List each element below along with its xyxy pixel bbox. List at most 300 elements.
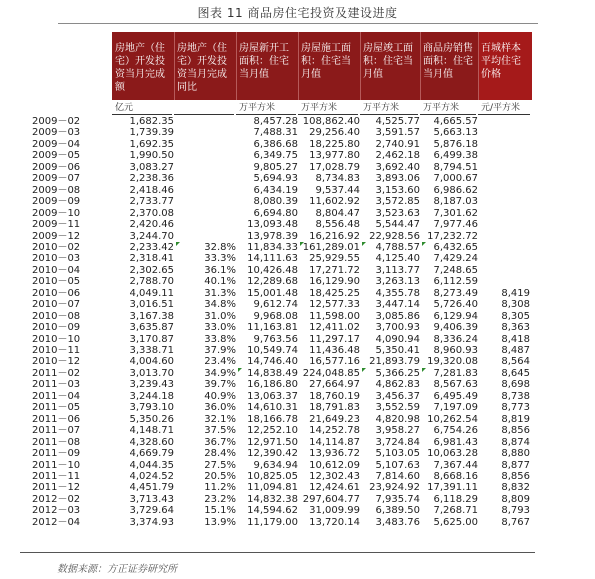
table-row bbox=[0, 460, 595, 472]
cell-value: 8,874 bbox=[501, 436, 530, 448]
cell-value: 11,598.00 bbox=[309, 310, 360, 322]
title-rule bbox=[58, 23, 538, 24]
row-date: 2012－03 bbox=[32, 505, 81, 517]
table-row bbox=[0, 368, 595, 380]
cell-value: 4,049.11 bbox=[129, 287, 174, 299]
cell-value: 8,305 bbox=[501, 310, 530, 322]
row-date: 2010－05 bbox=[32, 276, 81, 288]
header-cell: 房地产（住 宅）开发投 资当月完成 额 bbox=[115, 43, 165, 93]
cell-value: 3,591.57 bbox=[375, 127, 420, 139]
cell-value: 33.3% bbox=[204, 253, 236, 265]
cell-value: 8,567.63 bbox=[433, 379, 478, 391]
cell-value: 161,289.01 bbox=[302, 241, 360, 253]
cell-value: 8,187.03 bbox=[433, 196, 478, 208]
cell-value: 6,386.68 bbox=[253, 138, 298, 150]
cell-value: 12,390.42 bbox=[247, 448, 298, 460]
cell-value: 8,767 bbox=[501, 516, 530, 528]
cell-value: 40.9% bbox=[204, 390, 236, 402]
figure-title: 图表 11 商品房住宅投资及建设进度 bbox=[197, 6, 398, 20]
cell-value: 8,773 bbox=[501, 402, 530, 414]
cell-value: 8,804.47 bbox=[315, 207, 360, 219]
cell-value: 23.4% bbox=[204, 356, 236, 368]
cell-value: 6,389.50 bbox=[375, 505, 420, 517]
cell-value: 8,960.93 bbox=[433, 345, 478, 356]
cell-value: 9,763.56 bbox=[253, 333, 298, 345]
header-separator bbox=[298, 32, 299, 100]
cell-value: 7,429.24 bbox=[433, 253, 478, 265]
cell-value: 4,044.35 bbox=[129, 459, 174, 471]
cell-value: 4,820.98 bbox=[375, 413, 420, 425]
cell-value: 10,426.48 bbox=[247, 264, 298, 276]
cell-value: 11,297.17 bbox=[309, 333, 360, 345]
header-separator bbox=[478, 32, 479, 100]
cell-value: 5,107.63 bbox=[375, 459, 420, 471]
cell-value: 22,928.56 bbox=[369, 230, 420, 242]
cell-value: 6,432.65 bbox=[433, 241, 478, 253]
cell-value: 8,856 bbox=[501, 425, 530, 437]
cell-value: 2,370.08 bbox=[129, 207, 174, 219]
cell-value: 8,698 bbox=[501, 379, 530, 391]
cell-value: 3,083.27 bbox=[129, 161, 174, 173]
cell-value: 8,793 bbox=[501, 505, 530, 517]
cell-value: 6,112.59 bbox=[433, 276, 478, 288]
row-date: 2009－09 bbox=[32, 196, 81, 208]
cell-value: 8,556.48 bbox=[315, 219, 360, 231]
cell-value: 14,111.63 bbox=[247, 253, 298, 265]
cell-value: 28.4% bbox=[204, 448, 236, 460]
cell-value: 3,793.10 bbox=[129, 402, 174, 414]
cell-value: 6,981.43 bbox=[433, 436, 478, 448]
cell-value: 2,420.46 bbox=[129, 219, 174, 231]
cell-value: 13,978.39 bbox=[247, 230, 298, 242]
unit-cell: 元/平方米 bbox=[478, 103, 530, 115]
cell-value: 8,487 bbox=[501, 345, 530, 356]
comment-marker-icon bbox=[300, 242, 304, 246]
table-row bbox=[0, 322, 595, 334]
row-date: 2010－02 bbox=[32, 241, 81, 253]
cell-value: 12,411.02 bbox=[309, 322, 360, 334]
cell-value: 6,129.94 bbox=[433, 310, 478, 322]
cell-value: 21,649.23 bbox=[309, 413, 360, 425]
table-row bbox=[0, 402, 595, 414]
cell-value: 3,113.77 bbox=[375, 264, 420, 276]
cell-value: 4,004.60 bbox=[129, 356, 174, 368]
cell-value: 16,186.80 bbox=[247, 379, 298, 391]
table-row bbox=[0, 185, 595, 197]
row-date: 2010－12 bbox=[32, 356, 81, 368]
unit-cell: 万平方米 bbox=[298, 103, 358, 115]
cell-value: 5,876.18 bbox=[433, 138, 478, 150]
row-date: 2011－02 bbox=[32, 367, 81, 379]
unit-cell bbox=[174, 103, 234, 115]
cell-value: 23,924.92 bbox=[369, 482, 420, 494]
row-date: 2009－04 bbox=[32, 138, 81, 150]
cell-value: 4,125.40 bbox=[375, 253, 420, 265]
cell-value: 3,167.38 bbox=[129, 310, 174, 322]
cell-value: 7,197.09 bbox=[433, 402, 478, 414]
cell-value: 14,594.62 bbox=[247, 505, 298, 517]
cell-value: 3,893.06 bbox=[375, 173, 420, 185]
cell-value: 9,805.27 bbox=[253, 161, 298, 173]
cell-value: 10,825.05 bbox=[247, 470, 298, 482]
row-date: 2009－12 bbox=[32, 230, 81, 242]
cell-value: 7,301.62 bbox=[433, 207, 478, 219]
cell-value: 17,028.79 bbox=[309, 161, 360, 173]
cell-value: 3,724.84 bbox=[375, 436, 420, 448]
row-date: 2012－02 bbox=[32, 493, 81, 505]
row-date: 2011－10 bbox=[32, 459, 81, 471]
cell-value: 6,349.75 bbox=[253, 150, 298, 162]
row-date: 2010－11 bbox=[32, 345, 81, 356]
cell-value: 6,986.62 bbox=[433, 184, 478, 196]
row-date: 2009－03 bbox=[32, 127, 81, 139]
table-row bbox=[0, 288, 595, 300]
cell-value: 27.5% bbox=[204, 459, 236, 471]
cell-value: 4,665.57 bbox=[433, 116, 478, 127]
cell-value: 8,308 bbox=[501, 299, 530, 311]
cell-value: 36.1% bbox=[204, 264, 236, 276]
cell-value: 3,263.13 bbox=[375, 276, 420, 288]
cell-value: 8,734.83 bbox=[315, 173, 360, 185]
unit-cell: 亿元 bbox=[112, 103, 172, 115]
cell-value: 16,577.16 bbox=[309, 356, 360, 368]
row-date: 2010－06 bbox=[32, 287, 81, 299]
row-date: 2009－08 bbox=[32, 184, 81, 196]
row-date: 2009－06 bbox=[32, 161, 81, 173]
unit-cell: 万平方米 bbox=[236, 103, 296, 115]
header-separator bbox=[236, 32, 237, 100]
cell-value: 11,179.00 bbox=[247, 516, 298, 528]
header-cell: 商品房销售 面积：住宅 当月值 bbox=[423, 43, 473, 80]
cell-value: 4,669.79 bbox=[129, 448, 174, 460]
cell-value: 18,425.25 bbox=[309, 287, 360, 299]
table-row bbox=[0, 345, 595, 357]
cell-value: 7,488.31 bbox=[253, 127, 298, 139]
row-date: 2011－04 bbox=[32, 390, 81, 402]
cell-value: 12,424.61 bbox=[309, 482, 360, 494]
cell-value: 3,456.37 bbox=[375, 390, 420, 402]
cell-value: 1,682.35 bbox=[129, 116, 174, 127]
cell-value: 21,893.79 bbox=[369, 356, 420, 368]
cell-value: 15.1% bbox=[204, 505, 236, 517]
cell-value: 32.8% bbox=[204, 241, 236, 253]
cell-value: 5,366.25 bbox=[375, 367, 420, 379]
cell-value: 3,085.86 bbox=[375, 310, 420, 322]
cell-value: 3,244.18 bbox=[129, 390, 174, 402]
cell-value: 33.0% bbox=[204, 322, 236, 334]
row-date: 2011－11 bbox=[32, 470, 81, 482]
unit-cell: 万平方米 bbox=[420, 103, 476, 115]
cell-value: 5,350.41 bbox=[375, 345, 420, 356]
cell-value: 3,700.93 bbox=[375, 322, 420, 334]
cell-value: 3,692.40 bbox=[375, 161, 420, 173]
cell-value: 3,013.70 bbox=[129, 367, 174, 379]
cell-value: 15,001.48 bbox=[247, 287, 298, 299]
table-row bbox=[0, 414, 595, 426]
cell-value: 5,544.47 bbox=[375, 219, 420, 231]
table-row bbox=[0, 379, 595, 391]
cell-value: 36.7% bbox=[204, 436, 236, 448]
cell-value: 12,252.10 bbox=[247, 425, 298, 437]
cell-value: 9,634.94 bbox=[253, 459, 298, 471]
cell-value: 12,577.33 bbox=[309, 299, 360, 311]
cell-value: 2,418.46 bbox=[129, 184, 174, 196]
table-row bbox=[0, 517, 595, 529]
cell-value: 18,760.19 bbox=[309, 390, 360, 402]
cell-value: 7,268.71 bbox=[433, 505, 478, 517]
cell-value: 9,406.39 bbox=[433, 322, 478, 334]
cell-value: 13,093.48 bbox=[247, 219, 298, 231]
cell-value: 297,604.77 bbox=[302, 493, 360, 505]
cell-value: 4,525.77 bbox=[375, 116, 420, 127]
cell-value: 7,977.46 bbox=[433, 219, 478, 231]
cell-value: 13,936.72 bbox=[309, 448, 360, 460]
row-date: 2010－10 bbox=[32, 333, 81, 345]
cell-value: 10,063.28 bbox=[427, 448, 478, 460]
cell-value: 16,216.92 bbox=[309, 230, 360, 242]
cell-value: 3,153.60 bbox=[375, 184, 420, 196]
cell-value: 14,746.40 bbox=[247, 356, 298, 368]
table-row bbox=[0, 208, 595, 220]
table-row bbox=[0, 253, 595, 265]
table-row bbox=[0, 127, 595, 139]
cell-value: 12,289.68 bbox=[247, 276, 298, 288]
row-date: 2011－05 bbox=[32, 402, 81, 414]
source-note: 数据来源：方正证券研究所 bbox=[57, 564, 177, 575]
cell-value: 37.5% bbox=[204, 425, 236, 437]
table-row bbox=[0, 471, 595, 483]
cell-value: 5,350.26 bbox=[129, 413, 174, 425]
cell-value: 12,302.43 bbox=[309, 470, 360, 482]
cell-value: 40.1% bbox=[204, 276, 236, 288]
cell-value: 1,990.50 bbox=[129, 150, 174, 162]
cell-value: 8,273.49 bbox=[433, 287, 478, 299]
cell-value: 3,572.85 bbox=[375, 196, 420, 208]
table-row bbox=[0, 265, 595, 277]
row-date: 2010－09 bbox=[32, 322, 81, 334]
cell-value: 3,239.43 bbox=[129, 379, 174, 391]
table-row bbox=[0, 242, 595, 254]
cell-value: 1,739.39 bbox=[129, 127, 174, 139]
cell-value: 8,880 bbox=[501, 448, 530, 460]
cell-value: 3,244.70 bbox=[129, 230, 174, 242]
cell-value: 16,129.90 bbox=[309, 276, 360, 288]
table-row bbox=[0, 276, 595, 288]
cell-value: 34.9% bbox=[204, 367, 236, 379]
cell-value: 9,537.44 bbox=[315, 184, 360, 196]
cell-value: 17,391.11 bbox=[427, 482, 478, 494]
row-date: 2009－07 bbox=[32, 173, 81, 185]
table-row bbox=[0, 437, 595, 449]
cell-value: 14,114.87 bbox=[309, 436, 360, 448]
cell-value: 8,564 bbox=[501, 356, 530, 368]
cell-value: 2,788.70 bbox=[129, 276, 174, 288]
cell-value: 4,024.52 bbox=[129, 470, 174, 482]
row-date: 2012－04 bbox=[32, 516, 81, 528]
table-row bbox=[0, 482, 595, 494]
cell-value: 8,819 bbox=[501, 413, 530, 425]
cell-value: 108,862.40 bbox=[302, 116, 360, 127]
cell-value: 8,856 bbox=[501, 470, 530, 482]
cell-value: 13,720.14 bbox=[309, 516, 360, 528]
row-date: 2009－10 bbox=[32, 207, 81, 219]
cell-value: 7,935.74 bbox=[375, 493, 420, 505]
table-row bbox=[0, 231, 595, 243]
cell-value: 14,610.31 bbox=[247, 402, 298, 414]
row-date: 2009－11 bbox=[32, 219, 81, 231]
cell-value: 3,483.76 bbox=[375, 516, 420, 528]
header-cell: 房屋新开工 面积：住宅 当月值 bbox=[239, 43, 289, 80]
cell-value: 33.8% bbox=[204, 333, 236, 345]
header-cell: 房地产（住 宅）开发投 资当月完成 同比 bbox=[177, 43, 227, 93]
cell-value: 36.0% bbox=[204, 402, 236, 414]
cell-value: 3,958.27 bbox=[375, 425, 420, 437]
table-row bbox=[0, 311, 595, 323]
cell-value: 8,336.24 bbox=[433, 333, 478, 345]
table-row bbox=[0, 391, 595, 403]
table-row bbox=[0, 196, 595, 208]
cell-value: 3,447.14 bbox=[375, 299, 420, 311]
cell-value: 3,523.63 bbox=[375, 207, 420, 219]
table-row bbox=[0, 505, 595, 517]
comment-marker-icon bbox=[176, 242, 180, 246]
comment-marker-icon bbox=[422, 368, 426, 372]
cell-value: 18,166.78 bbox=[247, 413, 298, 425]
cell-value: 7,281.83 bbox=[433, 367, 478, 379]
cell-value: 32.1% bbox=[204, 413, 236, 425]
table-row bbox=[0, 425, 595, 437]
cell-value: 31.3% bbox=[204, 287, 236, 299]
table-row bbox=[0, 356, 595, 368]
cell-value: 2,318.41 bbox=[129, 253, 174, 265]
cell-value: 10,612.09 bbox=[309, 459, 360, 471]
cell-value: 18,791.83 bbox=[309, 402, 360, 414]
table-row bbox=[0, 299, 595, 311]
table-row bbox=[0, 116, 595, 128]
cell-value: 11,163.81 bbox=[247, 322, 298, 334]
header-cell: 房屋竣工面 积：住宅当 月值 bbox=[363, 43, 413, 80]
cell-value: 8,457.28 bbox=[253, 116, 298, 127]
cell-value: 224,048.85 bbox=[302, 367, 360, 379]
cell-value: 2,233.42 bbox=[129, 241, 174, 253]
cell-value: 4,451.79 bbox=[129, 482, 174, 494]
row-date: 2010－03 bbox=[32, 253, 81, 265]
table-row bbox=[0, 334, 595, 346]
row-date: 2010－08 bbox=[32, 310, 81, 322]
cell-value: 6,434.19 bbox=[253, 184, 298, 196]
table-row bbox=[0, 139, 595, 151]
header-cell: 百城样本 平均住宅 价格 bbox=[481, 43, 521, 80]
cell-value: 7,248.65 bbox=[433, 264, 478, 276]
row-date: 2010－04 bbox=[32, 264, 81, 276]
cell-value: 6,495.49 bbox=[433, 390, 478, 402]
cell-value: 13.9% bbox=[204, 516, 236, 528]
cell-value: 8,832 bbox=[501, 482, 530, 494]
cell-value: 8,738 bbox=[501, 390, 530, 402]
cell-value: 37.9% bbox=[204, 345, 236, 356]
comment-marker-icon bbox=[422, 242, 426, 246]
row-date: 2011－07 bbox=[32, 425, 81, 437]
cell-value: 3,338.71 bbox=[129, 345, 174, 356]
comment-marker-icon bbox=[238, 368, 242, 372]
cell-value: 11.2% bbox=[204, 482, 236, 494]
cell-value: 8,877 bbox=[501, 459, 530, 471]
cell-value: 3,552.59 bbox=[375, 402, 420, 414]
comment-marker-icon bbox=[362, 368, 366, 372]
cell-value: 8,809 bbox=[501, 493, 530, 505]
cell-value: 9,968.08 bbox=[253, 310, 298, 322]
header-separator bbox=[174, 32, 175, 100]
cell-value: 8,418 bbox=[501, 333, 530, 345]
cell-value: 4,788.57 bbox=[375, 241, 420, 253]
cell-value: 4,090.94 bbox=[375, 333, 420, 345]
cell-value: 5,726.40 bbox=[433, 299, 478, 311]
cell-value: 4,328.60 bbox=[129, 436, 174, 448]
row-date: 2009－05 bbox=[32, 150, 81, 162]
row-date: 2011－12 bbox=[32, 482, 81, 494]
cell-value: 34.8% bbox=[204, 299, 236, 311]
cell-value: 3,016.51 bbox=[129, 299, 174, 311]
cell-value: 4,148.71 bbox=[129, 425, 174, 437]
row-date: 2009－02 bbox=[32, 116, 81, 127]
header-cell: 房屋施工面 积：住宅当 月值 bbox=[301, 43, 351, 80]
cell-value: 7,367.44 bbox=[433, 459, 478, 471]
cell-value: 17,271.72 bbox=[309, 264, 360, 276]
cell-value: 2,302.65 bbox=[129, 264, 174, 276]
cell-value: 8,419 bbox=[501, 287, 530, 299]
cell-value: 3,635.87 bbox=[129, 322, 174, 334]
table-row bbox=[0, 494, 595, 506]
cell-value: 11,602.92 bbox=[309, 196, 360, 208]
cell-value: 2,462.18 bbox=[375, 150, 420, 162]
cell-value: 6,499.38 bbox=[433, 150, 478, 162]
cell-value: 3,170.87 bbox=[129, 333, 174, 345]
table-row bbox=[0, 219, 595, 231]
cell-value: 8,645 bbox=[501, 367, 530, 379]
cell-value: 5,663.13 bbox=[433, 127, 478, 139]
cell-value: 2,238.36 bbox=[129, 173, 174, 185]
cell-value: 3,729.64 bbox=[129, 505, 174, 517]
row-date: 2011－08 bbox=[32, 436, 81, 448]
cell-value: 31,009.99 bbox=[309, 505, 360, 517]
cell-value: 8,668.16 bbox=[433, 470, 478, 482]
cell-value: 5,625.00 bbox=[433, 516, 478, 528]
cell-value: 14,252.78 bbox=[309, 425, 360, 437]
unit-cell: 万平方米 bbox=[360, 103, 418, 115]
cell-value: 8,080.39 bbox=[253, 196, 298, 208]
cell-value: 13,063.37 bbox=[247, 390, 298, 402]
table-row bbox=[0, 448, 595, 460]
header-separator bbox=[420, 32, 421, 100]
cell-value: 11,094.81 bbox=[247, 482, 298, 494]
cell-value: 5,694.93 bbox=[253, 173, 298, 185]
cell-value: 7,814.60 bbox=[375, 470, 420, 482]
cell-value: 6,754.26 bbox=[433, 425, 478, 437]
cell-value: 12,971.50 bbox=[247, 436, 298, 448]
cell-value: 14,838.49 bbox=[247, 367, 298, 379]
cell-value: 14,832.38 bbox=[247, 493, 298, 505]
row-date: 2010－07 bbox=[32, 299, 81, 311]
cell-value: 13,977.80 bbox=[309, 150, 360, 162]
comment-marker-icon bbox=[362, 242, 366, 246]
cell-value: 4,355.78 bbox=[375, 287, 420, 299]
header-separator bbox=[360, 32, 361, 100]
row-date: 2011－06 bbox=[32, 413, 81, 425]
cell-value: 25,929.55 bbox=[309, 253, 360, 265]
cell-value: 20.5% bbox=[204, 470, 236, 482]
cell-value: 6,694.80 bbox=[253, 207, 298, 219]
cell-value: 18,225.80 bbox=[309, 138, 360, 150]
